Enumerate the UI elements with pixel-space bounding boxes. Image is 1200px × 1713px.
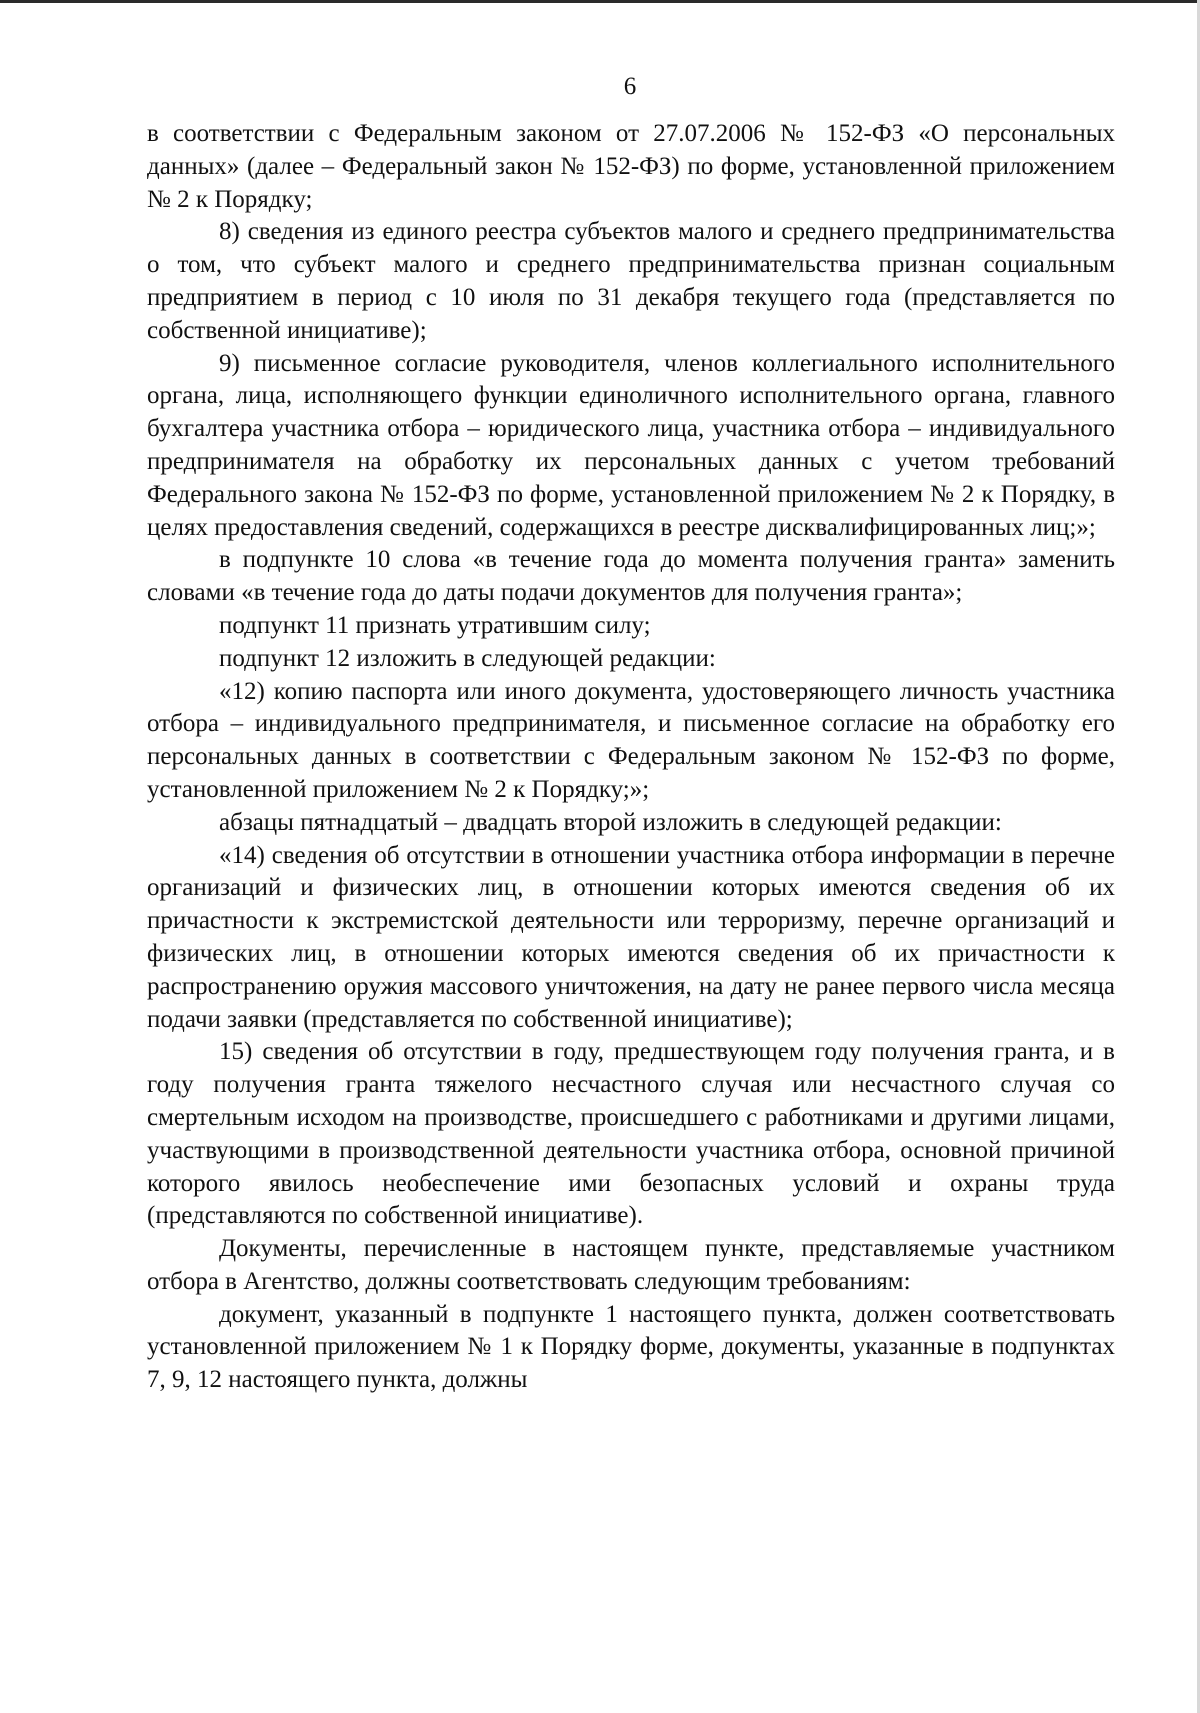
paragraph-item-15: 15) сведения об отсутствии в году, предшествующем году получения гранта, и в году получения гранта тяжелого несчастного случая или несчастного случая со смертельным исходом на производстве, происшедшего с работниками и другими лицами, участвующими в производственной деятельности участника отбора, основной причиной которого явилось необеспечение ими безопасных условий и охраны труда (представляются по собственной инициативе). — [147, 1038, 1115, 1230]
page-number: 6 — [623, 73, 637, 100]
scan-edge-top — [0, 0, 1200, 3]
paragraph-item-8: 8) сведения из единого реестра субъектов малого и среднего предпринимательства о том, что субъект малого и среднего предпринимательства признан социальным предприятием в период с 10 июля по 31 декабря текущего года (представляется по собственной инициативе); — [147, 218, 1115, 344]
paragraph-document-form: документ, указанный в подпункте 1 настоящего пункта, должен соответствовать установленной приложением № 1 к Порядку форме, документы, указанные в подпунктах 7, 9, 12 настоящего пункта, должны — [147, 1300, 1115, 1394]
paragraph-abzacy-intro: абзацы пятнадцатый – двадцать второй изложить в следующей редакции: — [219, 808, 1002, 836]
paragraph-subitem-10-amendment: в подпункте 10 слова «в течение года до момента получения гранта» заменить словами «в течение года до даты подачи документов для получения гранта»; — [147, 546, 1115, 607]
paragraph-documents-requirements: Документы, перечисленные в настоящем пункте, представляемые участником отбора в Агентство, должны соответствовать следующим требованиям: — [147, 1235, 1115, 1295]
paragraph-federal-law-continuation: в соответствии с Федеральным законом от 27.07.2006 № 152-ФЗ «О персональных данных» (далее – Федеральный закон № 152-ФЗ) по форме, установленной приложением № 2 к Порядку; — [147, 120, 1115, 213]
paragraph-item-12: «12) копию паспорта или иного документа, удостоверяющего личность участника отбора – индивидуального предпринимателя, и письменное согласие на обработку его персональных данных в соответствии с Федеральным законом № 152-ФЗ по форме, установленной приложением № 2 к Порядку;»; — [147, 677, 1115, 803]
paragraph-item-14: «14) сведения об отсутствии в отношении участника отбора информации в перечне организаций и физических лиц, в отношении которых имеются сведения об их причастности к экстремистской деятельности или терроризму, перечне организаций и физических лиц, в отношении которых имеются сведения об их причастности к распространению оружия массового уничтожения, на дату не ранее первого числа месяца подачи заявки (представляется по собственной инициативе); — [147, 841, 1115, 1033]
document-body — [147, 118, 1115, 1397]
paragraph-subitem-11-repealed: подпункт 11 признать утратившим силу; — [219, 611, 651, 639]
paragraph-item-9: 9) письменное согласие руководителя, членов коллегиального исполнительного органа, лица, исполняющего функции единоличного исполнительного органа, главного бухгалтера участника отбора – юридического лица, участника отбора – индивидуального предпринимателя на обработку их персональных данных с учетом требований Федерального закона № 152-ФЗ по форме, установленной приложением № 2 к Порядку, в целях предоставления сведений, содержащихся в реестре дисквалифицированных лиц;»; — [147, 349, 1115, 541]
paragraph-subitem-12-intro: подпункт 12 изложить в следующей редакции: — [219, 644, 716, 672]
